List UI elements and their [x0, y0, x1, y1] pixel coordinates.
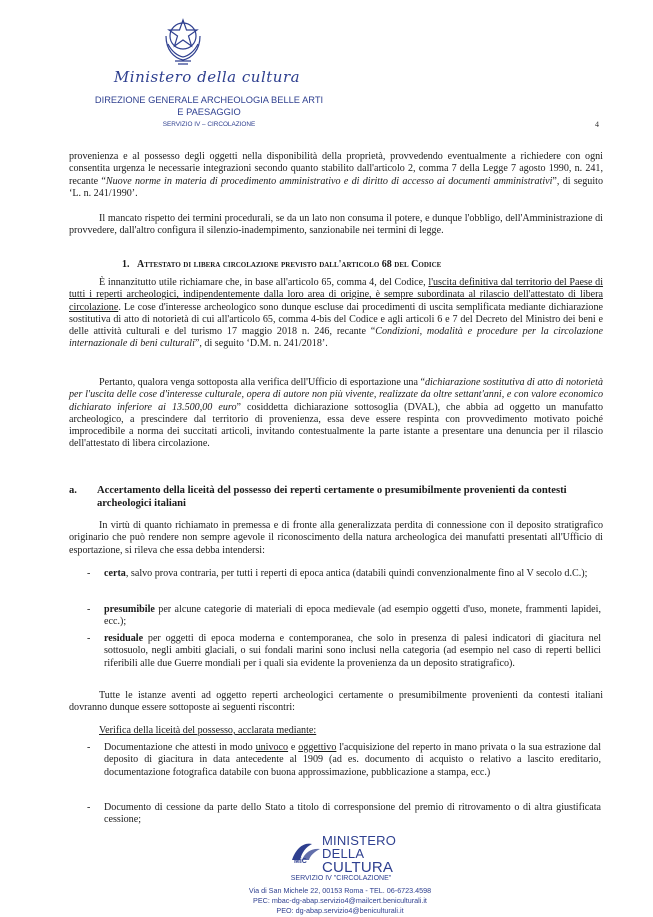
- list-item-rest: per oggetti di epoca moderna e contemporanea, che solo in presenza di palesi indicatori di giacitura nel sottosuolo, negli ambiti glaciali, o sui fondali marini sono inclusi nella categoria (ad esempio nel caso di reperti bellici riferibili alle due Guerre mondiali per i quali sia evidente la provenienza da un deposito stratigrafico).: [104, 633, 601, 669]
- service-name: SERVIZIO IV – CIRCOLAZIONE: [162, 121, 256, 128]
- logo-mark-text: MiC: [294, 858, 307, 864]
- list-item: [104, 604, 601, 629]
- footer-logo-text: [322, 834, 396, 875]
- directorate-name: [64, 94, 354, 118]
- p1-text-2: ”, di seguito ‘L. n. 241/1990’.: [69, 175, 604, 199]
- subsection-text: Accertamento della liceità del possesso dei reperti certamente o presumibilmente provenienti da contesti archeologici italiani: [97, 485, 567, 509]
- list-item-bold: certa: [104, 568, 126, 579]
- mic-logo-icon: [290, 838, 324, 864]
- page-number: 4: [595, 120, 599, 129]
- section-heading-text: Attestato di libera circolazione previsto dall'articolo 68 del Codice: [137, 259, 442, 270]
- section-heading-number: 1.: [122, 259, 130, 270]
- logo-line-3: CULTURA: [322, 859, 394, 876]
- section-heading-1: [122, 259, 441, 270]
- paragraph-6: Tutte le istanze aventi ad oggetto reperti archeologici certamente o presumibilmente provenienti da contesti italiani dovranno dunque essere sottoposte ai seguenti riscontri:: [69, 690, 603, 714]
- p4-italic: dichiarazione sostitutiva di atto di notorietà per l'uscita delle cose d'interesse culturale, opera di autore non più vivente, realizzate da oltre settant'anni, e con valore economico dichiarato inferiore ai 13.500,00 euro: [69, 377, 604, 413]
- list-item-bold: residuale: [104, 633, 144, 644]
- p3-text-3: ”, di seguito ‘D.M. n. 241/2018’.: [194, 338, 328, 350]
- bullet-underlined-1: univoco: [255, 742, 289, 753]
- p3-underlined: l'uscita definitiva dal territorio del Paese di tutti i reperti archeologici, indipendentemente dalla loro area di origine, è sempre subordinata al rilascio dell'attestato di libera circolazione: [69, 277, 604, 313]
- logo-line-2: DELLA: [322, 846, 365, 861]
- paragraph-4: [69, 377, 603, 451]
- bullet-icon: -: [87, 802, 91, 813]
- p4-text-1: Pertanto, qualora venga sottoposta alla verifica dell'Ufficio di esportazione una “: [99, 377, 425, 388]
- paragraph-5: In virtù di quanto richiamato in premessa e di fronte alla generalizzata perdita di connessione con il deposito stratigrafico originario che può rendere non sempre agevole il riconoscimento della natura archeologica dei manufatti presentati all'Ufficio di esportazione, si rileva che essa debba intendersi:: [69, 520, 603, 556]
- footer-address: Via di San Michele 22, 00153 Roma - TEL. 06-6723.4598: [248, 886, 432, 895]
- bullet-text-1: Documento di cessione da parte dello Stato a titolo di corresponsione del premio di ritrovamento o di altra giustificata cessione;: [104, 802, 601, 826]
- p4-text-2: ” cosiddetta dichiarazione sottosoglia (DVAL), che abbia ad oggetto un manufatto archeologico, a prescindere dal territorio di provenienza, essa deve essere respinta con provvedimento motivato poiché improcedibile a norma dei succitati articoli, invitando contestualmente la parte istante a presentare una denuncia per il rilascio dell'attestato di libera circolazione.: [69, 401, 604, 450]
- bullet-text-2: e: [288, 742, 299, 753]
- bullet-text-1: Documentazione che attesti in modo: [104, 742, 256, 753]
- list-dash: -: [87, 568, 91, 579]
- p3-text-1: È innanzitutto utile richiamare che, in base all'articolo 65, comma 4, del Codice,: [99, 277, 429, 288]
- list-item-bold: presumibile: [104, 604, 155, 615]
- list-dash: -: [87, 604, 91, 615]
- bullet-underlined-2: oggettivo: [298, 742, 337, 753]
- subsection-letter: a.: [69, 485, 77, 496]
- directorate-line-1: DIREZIONE GENERALE ARCHEOLOGIA BELLE ARTI: [94, 95, 324, 105]
- p3-text-2: . Le cose d'interesse archeologico sono dunque escluse dai procedimenti di uscita semplificata mediante dichiarazione sostitutiva di atto di notorietà di cui all'articolo 65, comma 4-bis del Codice e agli articoli 6 e 7 del Decreto del Ministro dei beni e delle attività culturali e del turismo 17 maggio 2018 n. 246, recante “: [69, 301, 603, 338]
- footer-pec[interactable]: PEC: mbac-dg-abap.servizio4@mailcert.beniculturali.it: [253, 896, 427, 905]
- p1-italic: Nuove norme in materia di procedimento amministrativo e di diritto di accesso ai documenti amministrativi: [105, 175, 553, 187]
- ministry-title: Ministero della cultura: [113, 68, 301, 86]
- footer-service: SERVIZIO IV "CIRCOLAZIONE": [290, 875, 392, 882]
- logo-line-1: MINISTERO: [322, 833, 397, 848]
- paragraph-1: [69, 151, 603, 200]
- paragraph-2: Il mancato rispetto dei termini procedurali, se da un lato non consuma il potere, e dunque l'obbligo, dell'Amministrazione di provvedere, dall'altro configura il silenzio-inadempimento, sanzionabile nei termini di legge.: [69, 213, 603, 237]
- p1-text-1: provenienza e al possesso degli oggetti nella disponibilità della proprietà, provvedendo eventualmente a richiedere con ogni consentita urgenza le necessarie integrazioni secondo quanto stabilito dall'articolo 2, comma 7 della Legge 7 agosto 1990, n. 241, recante “: [69, 151, 603, 187]
- paragraph-3: [69, 277, 603, 351]
- bullet-icon: -: [87, 742, 91, 753]
- bullet-item: [104, 802, 601, 827]
- directorate-line-2: E PAESAGGIO: [177, 107, 241, 117]
- list-dash: -: [87, 633, 91, 644]
- list-item: [104, 633, 601, 670]
- footer-peo[interactable]: PEO: dg-abap.servizio4@beniculturali.it: [276, 906, 404, 915]
- list-item: [104, 568, 601, 580]
- subsection-heading-a: [69, 484, 603, 510]
- italian-republic-emblem-icon: [160, 14, 206, 66]
- list-item-rest: per alcune categorie di materiali di epoca medievale (ad esempio oggetti d'uso, monete, frammenti lapidei, ecc.);: [104, 604, 601, 628]
- p3-italic: Condizioni, modalità e procedure per la circolazione internazionale di beni culturali: [69, 326, 603, 350]
- bullet-text-3: l'acquisizione del reperto in mano privata o la sua estrazione dal deposito di giacitura in data antecedente al 1909 (ad es. documento di acquisto o relativo a lascito ereditario, documentazione fotografica databile con buona approssimazione, pubblicazione a stampa, ecc.): [104, 742, 601, 778]
- bullet-item: [104, 742, 601, 779]
- list-item-rest: , salvo prova contraria, per tutti i reperti di epoca antica (databili quindi convenzionalmente fino al V secolo d.C.);: [125, 568, 588, 579]
- verification-heading: Verifica della liceità del possesso, acclarata mediante:: [99, 725, 317, 736]
